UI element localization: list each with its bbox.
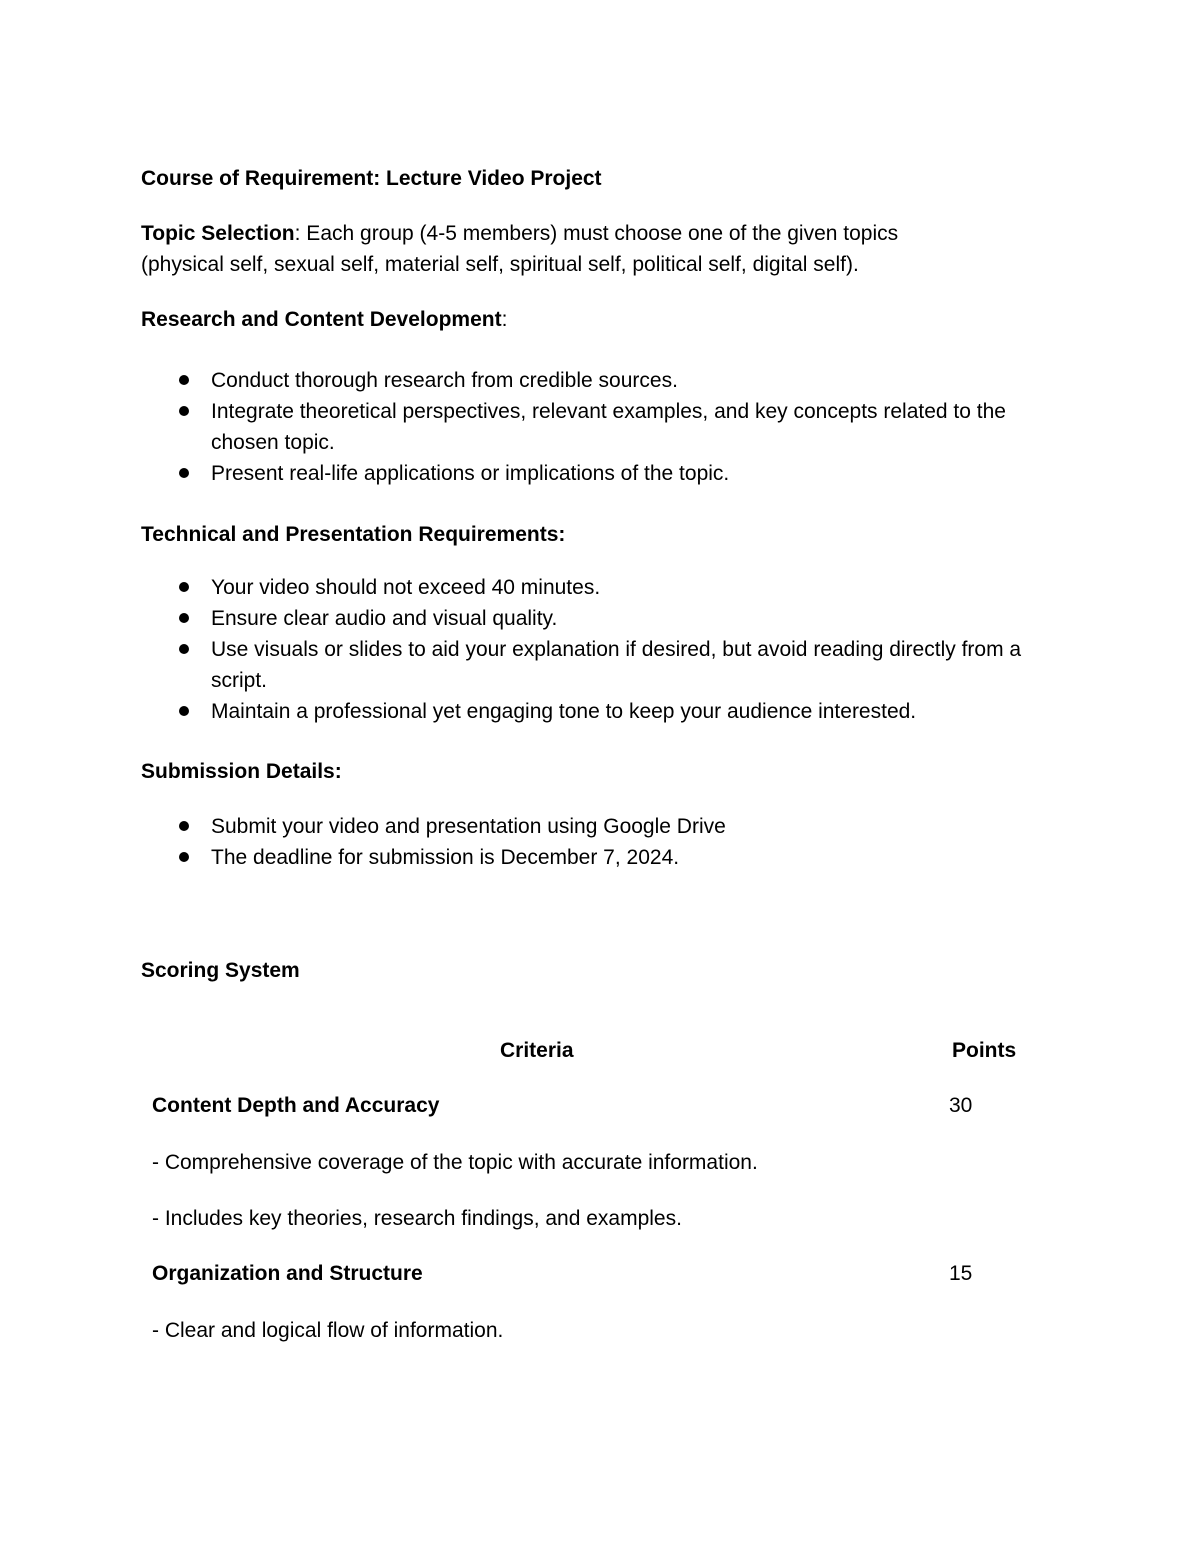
criterion-detail: - Includes key theories, research findings, and examples. [152, 1207, 682, 1230]
list-item: The deadline for submission is December 7, 2024. [0, 842, 1061, 873]
bullet-icon [179, 613, 189, 623]
bullet-icon [179, 468, 189, 478]
criterion-points: 30 [949, 1094, 973, 1117]
document-title: Course of Requirement: Lecture Video Project [141, 167, 602, 190]
technical-list [0, 572, 1061, 727]
bullet-icon [179, 821, 189, 831]
list-item: Conduct thorough research from credible sources. [0, 365, 1061, 396]
bullet-icon [179, 852, 189, 862]
criterion-points: 15 [949, 1262, 973, 1285]
rubric-header-criteria: Criteria [500, 1039, 574, 1062]
criterion-name: Content Depth and Accuracy [152, 1094, 440, 1117]
research-heading [141, 304, 507, 335]
scoring-heading: Scoring System [141, 959, 300, 982]
criterion-detail: - Clear and logical flow of information. [152, 1319, 504, 1342]
list-item: Ensure clear audio and visual quality. [0, 603, 1061, 634]
bullet-icon [179, 706, 189, 716]
criterion-detail: - Comprehensive coverage of the topic with accurate information. [152, 1151, 758, 1174]
submission-list [0, 811, 1061, 873]
list-item: Integrate theoretical perspectives, relevant examples, and key concepts related to the chosen topic. [0, 396, 1061, 458]
topic-selection-text: : Each group (4-5 members) must choose one of the given topics [294, 222, 899, 245]
bullet-icon [179, 582, 189, 592]
submission-heading: Submission Details: [141, 760, 342, 783]
topic-selection-topics: (physical self, sexual self, material self, spiritual self, political self, digital self). [141, 253, 859, 276]
list-item: Your video should not exceed 40 minutes. [0, 572, 1061, 603]
research-heading-label: Research and Content Development [141, 308, 502, 331]
rubric-header-points: Points [952, 1039, 1017, 1062]
technical-heading: Technical and Presentation Requirements: [141, 523, 566, 546]
list-item: Present real-life applications or implications of the topic. [0, 458, 1061, 489]
criterion-name: Organization and Structure [152, 1262, 423, 1285]
topic-selection-paragraph [141, 218, 1041, 280]
list-item: Submit your video and presentation using Google Drive [0, 811, 1061, 842]
list-item: Maintain a professional yet engaging tone to keep your audience interested. [0, 696, 1061, 727]
research-heading-colon: : [501, 308, 508, 331]
bullet-icon [179, 375, 189, 385]
topic-selection-label: Topic Selection [141, 222, 295, 245]
research-list [0, 365, 1061, 489]
list-item: Use visuals or slides to aid your explanation if desired, but avoid reading directly from a script. [0, 634, 1061, 696]
bullet-icon [179, 644, 189, 654]
bullet-icon [179, 406, 189, 416]
